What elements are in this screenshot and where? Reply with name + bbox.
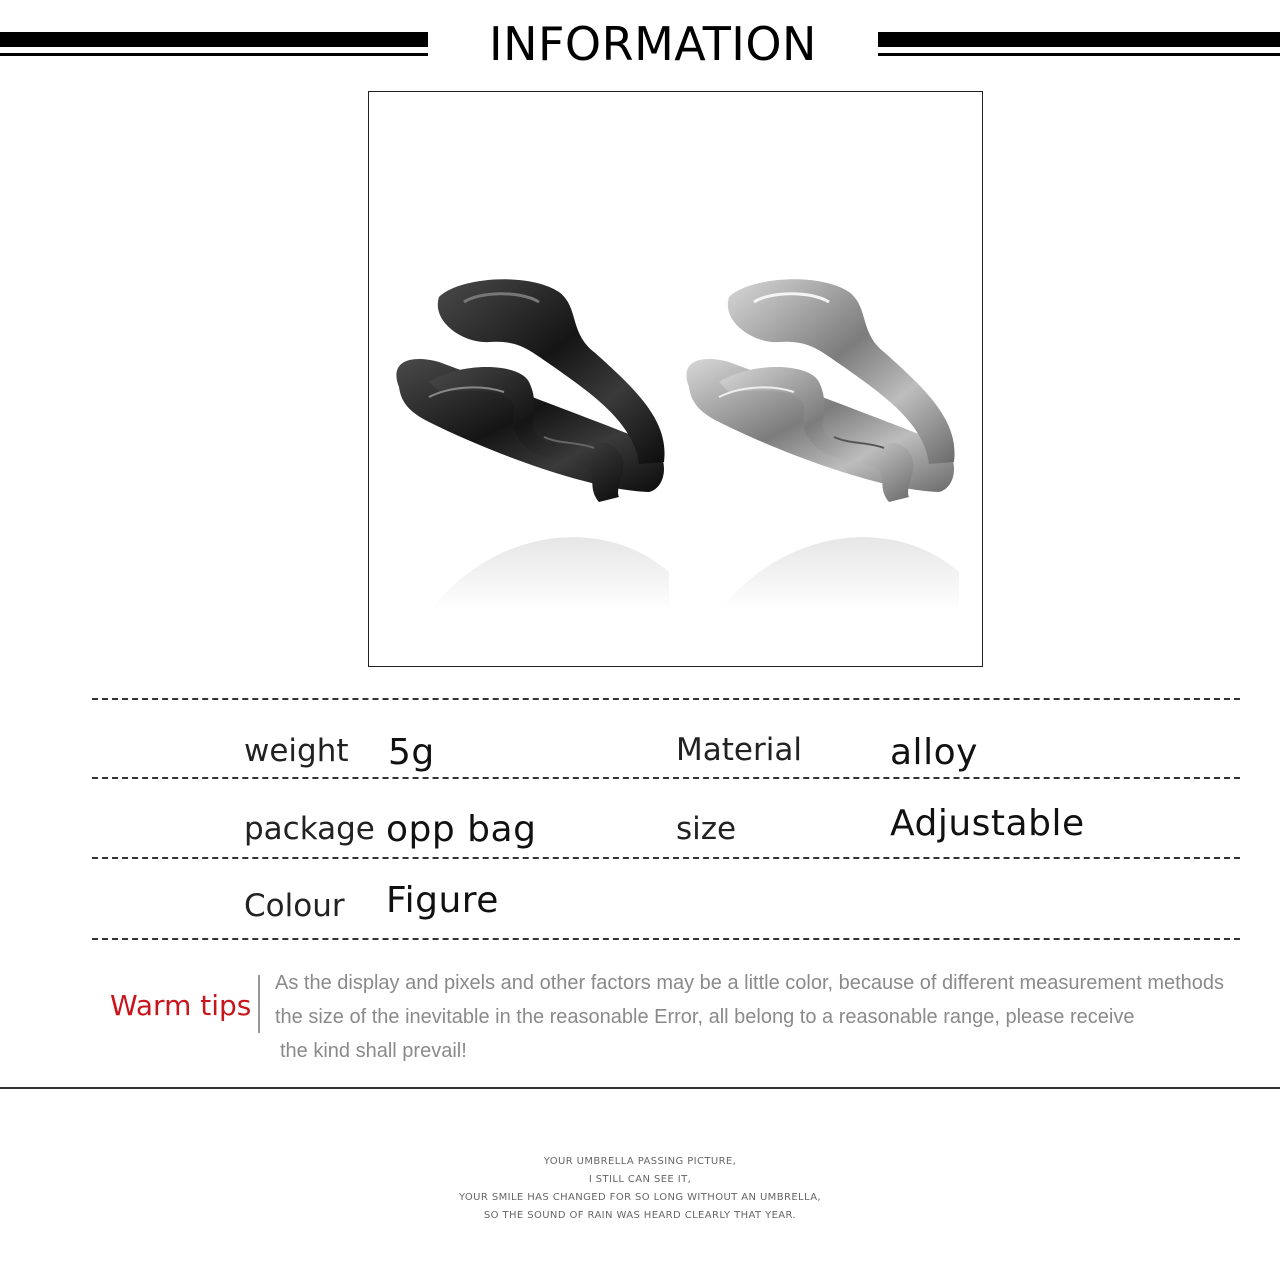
warm-tips-line: the size of the inevitable in the reasonable Error, all belong to a reasonable range, please receive xyxy=(275,1006,1135,1028)
table-divider xyxy=(92,698,1240,700)
header-bar-right-thin xyxy=(878,53,1280,56)
package-value: opp bag xyxy=(386,809,537,850)
table-divider xyxy=(92,938,1240,940)
silver-ring xyxy=(686,279,954,502)
poem-line: I STILL CAN SEE IT, xyxy=(588,1174,692,1185)
material-label: Material xyxy=(676,732,802,768)
poem-line: YOUR SMILE HAS CHANGED FOR SO LONG WITHOUT AN UMBRELLA, xyxy=(458,1192,822,1203)
section-divider xyxy=(0,1087,1280,1089)
warm-tips-title: Warm tips xyxy=(110,989,252,1022)
black-ring-reflection xyxy=(429,537,669,612)
colour-value: Figure xyxy=(386,880,499,921)
poem-line: YOUR UMBRELLA PASSING PICTURE, xyxy=(543,1156,737,1167)
warm-tips-divider xyxy=(258,975,260,1033)
weight-value: 5g xyxy=(388,732,435,773)
material-value: alloy xyxy=(890,732,978,773)
table-divider xyxy=(92,857,1240,859)
footer-poem xyxy=(340,1153,940,1225)
warm-tips-line: the kind shall prevail! xyxy=(280,1040,467,1062)
rings-illustration xyxy=(369,92,983,667)
package-label: package xyxy=(244,811,375,847)
size-label: size xyxy=(676,811,737,847)
header-bar-left-thin xyxy=(0,53,428,56)
size-value: Adjustable xyxy=(890,803,1085,844)
table-divider xyxy=(92,777,1240,779)
warm-tips-line: As the display and pixels and other factors may be a little color, because of different measurement methods xyxy=(275,972,1225,994)
colour-label: Colour xyxy=(244,888,345,924)
page-title: INFORMATION xyxy=(489,17,817,71)
silver-ring-reflection xyxy=(719,537,959,612)
black-ring xyxy=(396,279,664,502)
product-photo xyxy=(368,91,983,667)
weight-label: weight xyxy=(244,733,349,769)
header-bar-right-thick xyxy=(878,32,1280,47)
header-bar-left-thick xyxy=(0,32,428,47)
poem-line: SO THE SOUND OF RAIN WAS HEARD CLEARLY THAT YEAR. xyxy=(483,1210,797,1221)
